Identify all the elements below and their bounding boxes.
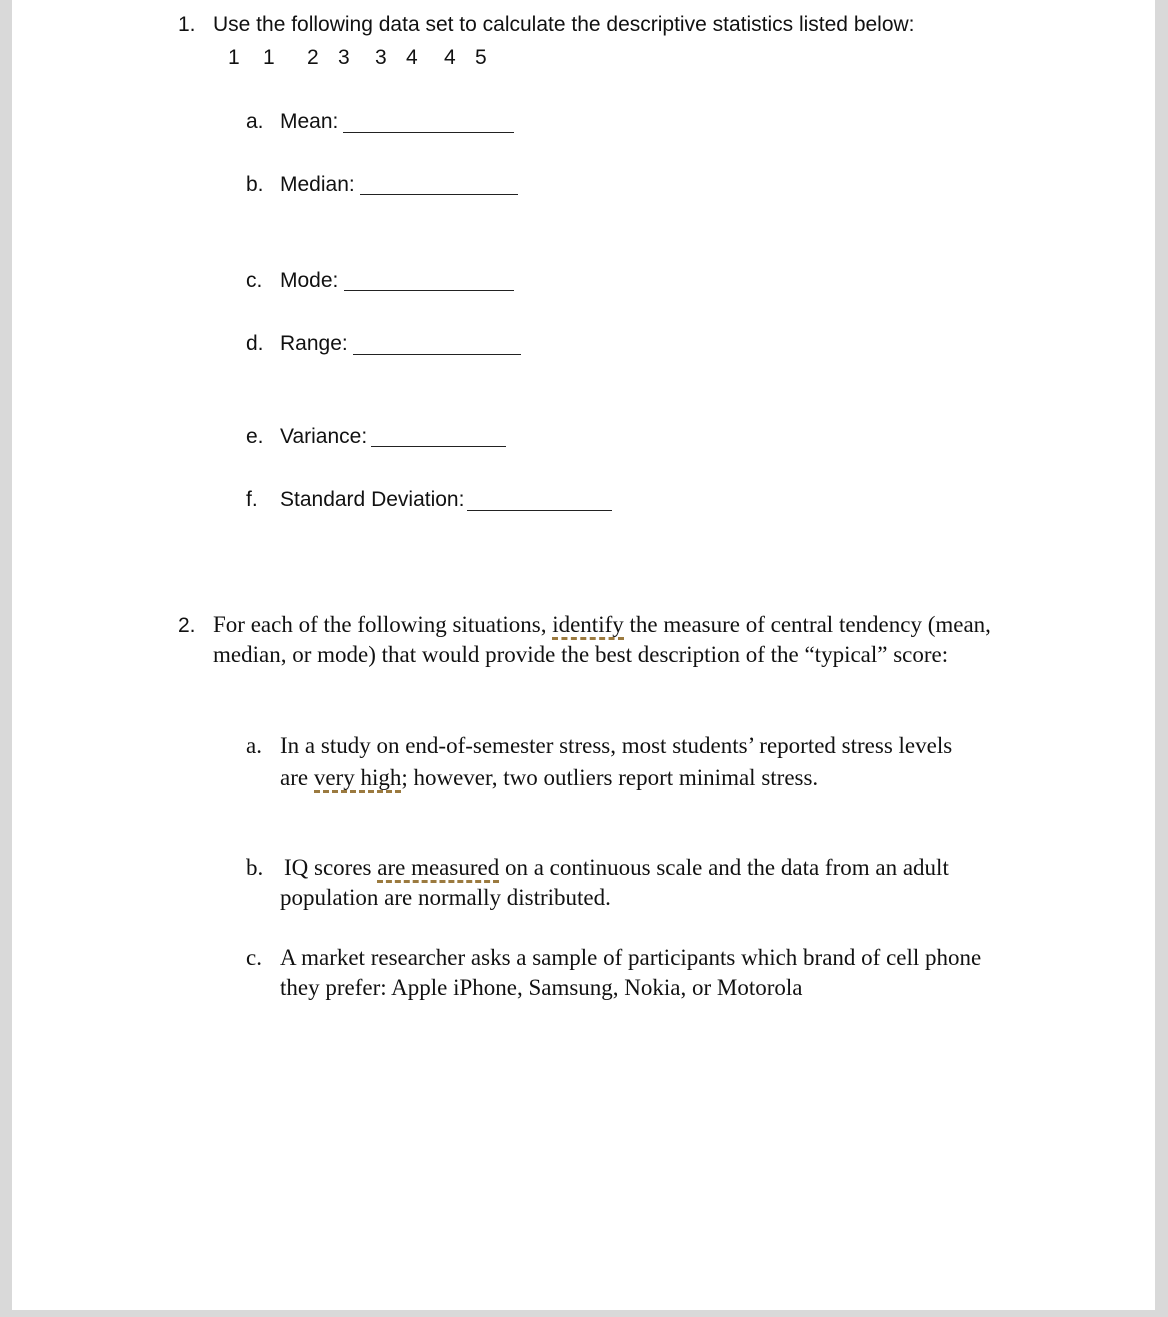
range-answer-blank[interactable] (353, 354, 521, 355)
q1-item-e-label: Variance: (280, 425, 368, 448)
q2-prompt-line1-post: the measure of central tendency (mean, (623, 612, 991, 637)
data-value: 1 (263, 46, 275, 69)
q2-item-b-line2: population are normally distributed. (280, 885, 611, 910)
data-value: 2 (307, 46, 319, 69)
q1-item-c-letter: c. (246, 269, 263, 292)
q2-item-a-line2 (280, 765, 818, 791)
q1-item-f-label: Standard Deviation: (280, 488, 465, 511)
q2-item-b-line1 (284, 855, 949, 881)
q2-item-c-letter: c. (246, 945, 262, 970)
q1-item-d-label: Range: (280, 332, 348, 355)
q2-prompt-flagged-word: identify (552, 612, 624, 640)
q2-item-a-letter: a. (246, 733, 262, 758)
q2-item-b-letter: b. (246, 855, 264, 880)
document-page (12, 0, 1155, 1310)
q2-number: 2. (178, 614, 196, 637)
q2-item-c-line1: A market researcher asks a sample of participants which brand of cell phone (280, 945, 982, 970)
mean-answer-blank[interactable] (343, 132, 514, 133)
data-value: 4 (444, 46, 456, 69)
q2-item-a-line2-pre: are (280, 765, 314, 790)
q2-item-a-flagged-phrase: very high (314, 765, 402, 793)
q1-item-a-letter: a. (246, 110, 264, 133)
q1-prompt: Use the following data set to calculate the descriptive statistics listed below: (213, 13, 915, 36)
variance-answer-blank[interactable] (371, 446, 506, 447)
data-value: 5 (475, 46, 487, 69)
q1-number: 1. (178, 13, 196, 36)
q2-prompt-line1 (213, 612, 991, 638)
q1-item-a-label: Mean: (280, 110, 339, 133)
q2-item-b-flagged-phrase: are measured (377, 855, 499, 883)
q1-item-f-letter: f. (246, 488, 258, 511)
q2-item-a-line1: In a study on end-of-semester stress, most students’ reported stress levels (280, 733, 953, 758)
q2-prompt-line1-pre: For each of the following situations, (213, 612, 553, 637)
q1-item-e-letter: e. (246, 425, 264, 448)
q2-item-b-line1-pre: IQ scores (284, 855, 378, 880)
mode-answer-blank[interactable] (344, 290, 514, 291)
q2-item-a-line2-post: ; however, two outliers report minimal stress. (401, 765, 819, 790)
q1-item-d-letter: d. (246, 332, 264, 355)
q1-item-c-label: Mode: (280, 269, 339, 292)
data-value: 3 (375, 46, 387, 69)
q2-item-c-line2: they prefer: Apple iPhone, Samsung, Nokia, or Motorola (280, 975, 803, 1000)
data-value: 3 (338, 46, 350, 69)
q2-prompt-line2: median, or mode) that would provide the best description of the “typical” score: (213, 642, 949, 667)
q2-item-b-line1-post: on a continuous scale and the data from an adult (499, 855, 949, 880)
q1-item-b-label: Median: (280, 173, 355, 196)
standard-deviation-answer-blank[interactable] (467, 510, 612, 511)
median-answer-blank[interactable] (360, 194, 518, 195)
data-value: 4 (406, 46, 418, 69)
q1-item-b-letter: b. (246, 173, 264, 196)
data-value: 1 (228, 46, 240, 69)
